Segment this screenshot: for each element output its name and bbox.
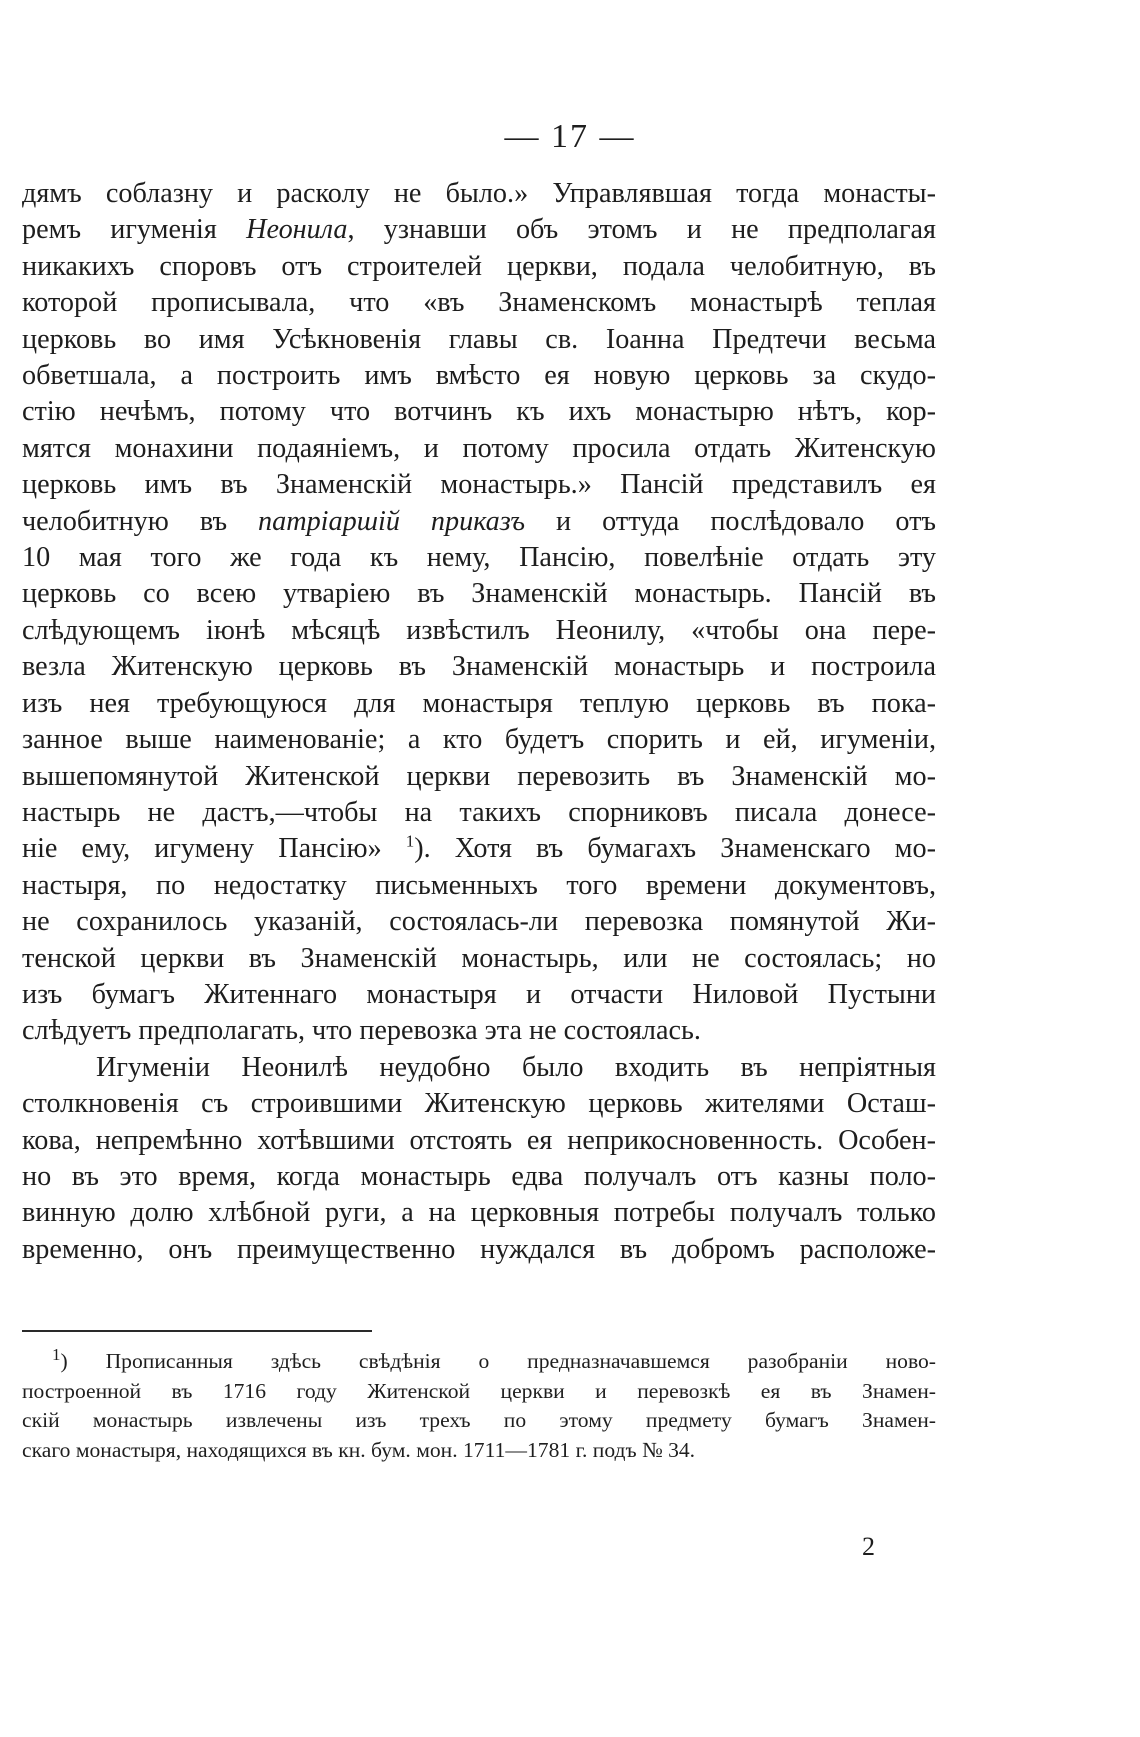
text-line: винную долю хлѣбной руги, а на церковныя потребы получалъ только	[22, 1197, 936, 1229]
text-line: церковь имъ въ Знаменскій монастырь.» Пансій представилъ ея	[22, 469, 936, 501]
text-line: челобитную въ патріаршій приказъ и оттуда послѣдовало отъ	[22, 505, 937, 537]
text-line: тенской церкви въ Знаменскій монастырь, или не состоялась; но	[22, 942, 936, 974]
text-line: слѣдуетъ предполагать, что перевозка эта не состоялась.	[22, 1015, 701, 1047]
text-line: стію нечѣмъ, потому что вотчинъ къ ихъ монастырю нѣтъ, кор-	[22, 396, 936, 428]
footnote-ref: 1	[405, 831, 415, 851]
text-line: 10 мая того же года къ нему, Пансію, повелѣніе отдать эту	[22, 542, 936, 574]
footnote-line: построенной въ 1716 году Житенской церкви и перевозкѣ ея въ Знамен-	[22, 1378, 936, 1403]
main-text	[22, 176, 936, 1268]
text-line: везла Житенскую церковь въ Знаменскій монастырь и построила	[22, 651, 936, 683]
text-line: кова, непремѣнно хотѣвшими отстоять ея неприкосновенность. Особен-	[22, 1124, 936, 1156]
text-line: вышепомянутой Житенской церкви перевозить въ Знаменскій мо-	[22, 760, 936, 792]
text-line: не сохранилось указаній, состоялась-ли перевозка помянутой Жи-	[22, 906, 936, 938]
text-line: временно, онъ преимущественно нуждался въ добромъ расположе-	[22, 1233, 936, 1265]
text-line: никакихъ споровъ отъ строителей церкви, подала челобитную, въ	[22, 250, 936, 282]
text-line: которой прописывала, что «въ Знаменскомъ монастырѣ теплая	[22, 287, 936, 319]
text-line: слѣдующемъ іюнѣ мѣсяцѣ извѣстилъ Неонилу, «чтобы она пере-	[22, 614, 936, 646]
text-line: ніе ему, игумену Пансію» $^1$). Хотя въ бумагахъ Знаменскаго мо-	[22, 831, 936, 865]
text-line: дямъ соблазну и расколу не было.» Управлявшая тогда монасты-	[22, 178, 936, 209]
footnote	[22, 1344, 936, 1465]
emphasis-office: патріаршій приказъ	[258, 505, 526, 537]
footnote-line: скаго монастыря, находящихся въ кн. бум. мон. 1711—1781 г. подъ № 34.	[22, 1437, 696, 1462]
emphasis-name: Неонила	[246, 214, 348, 246]
text-line: обветшала, а построить имъ вмѣсто ея новую церковь за скудо-	[22, 360, 936, 392]
text-line: церковь во имя Усѣкновенія главы св. Іоанна Предтечи весьма	[22, 323, 936, 355]
text-line: мятся монахини подаяніемъ, и потому просила отдать Житенскую	[22, 432, 936, 464]
text-line: церковь со всею утваріею въ Знаменскій монастырь. Пансій въ	[22, 578, 936, 610]
text-line: настыря, по недостатку письменныхъ того времени документовъ,	[22, 869, 936, 901]
text-line: ремъ игуменія Неонила, узнавши объ этомъ и не предполагая	[22, 214, 936, 246]
footnote-line: $^1$) Прописанныя здѣсь свѣдѣнія о предназначавшемся разобраніи ново-	[52, 1344, 936, 1373]
text-line: настырь не дастъ,—чтобы на такихъ спорниковъ писала донесе-	[22, 796, 936, 828]
text-line: изъ нея требующуюся для монастыря теплую церковь въ пока-	[22, 687, 936, 719]
text-line: но въ это время, когда монастырь едва получалъ отъ казны поло-	[22, 1160, 936, 1192]
text-line: изъ бумагъ Житеннаго монастыря и отчасти Ниловой Пустыни	[22, 978, 936, 1010]
text-line: Игуменіи Неонилѣ неудобно было входить въ непріятныя	[96, 1051, 936, 1083]
signature-mark: 2	[862, 1532, 875, 1561]
footnote-divider	[22, 1330, 372, 1332]
page-header: — 17 —	[504, 118, 636, 155]
footnote-line: скій монастырь извлечены изъ трехъ по этому предмету бумагъ Знамен-	[22, 1408, 936, 1433]
text-line: занное выше наименованіе; а кто будетъ спорить и ей, игуменіи,	[22, 724, 936, 756]
text-line: столкновенія съ строившими Житенскую церковь жителями Осташ-	[22, 1088, 936, 1120]
footnote-marker: 1	[52, 1344, 61, 1364]
